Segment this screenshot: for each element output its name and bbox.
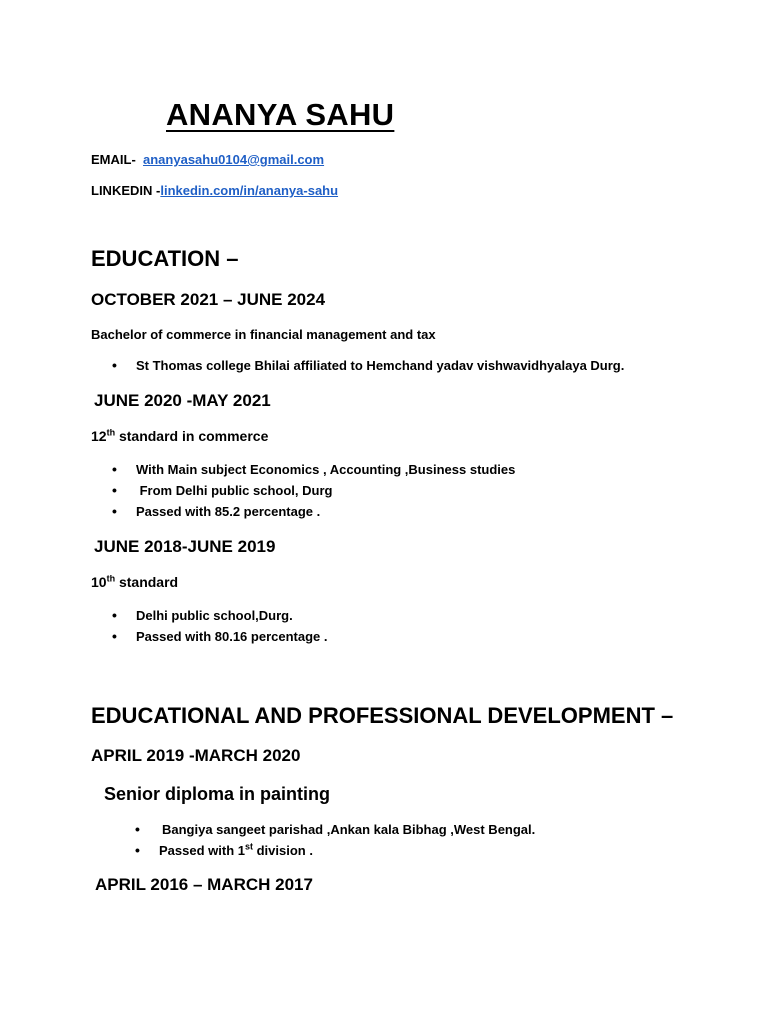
education-period-1: OCTOBER 2021 – JUNE 2024 [91, 290, 326, 309]
development-period-1: APRIL 2019 -MARCH 2020 [91, 746, 301, 765]
list-item: • From Delhi public school, Durg [136, 480, 515, 501]
list-item: • Delhi public school,Durg. [136, 605, 327, 626]
linkedin-link[interactable]: linkedin.com/in/ananya-sahu [160, 183, 339, 198]
list-item: • With Main subject Economics , Accounting ,Business studies [136, 459, 515, 480]
list-item: • Bangiya sangeet parishad ,Ankan kala Bibhag ,West Bengal. [159, 819, 535, 840]
list-item: • Passed with 1st division . [159, 840, 535, 861]
education-bullets-2 [136, 459, 515, 522]
education-period-3: JUNE 2018-JUNE 2019 [94, 537, 276, 556]
linkedin-line [91, 183, 338, 198]
email-label: EMAIL- [91, 152, 136, 167]
education-title-2: 12th standard in commerce [91, 427, 269, 444]
linkedin-label: LINKEDIN - [91, 183, 161, 198]
list-item: • Passed with 85.2 percentage . [136, 501, 515, 522]
education-title-3: 10th standard [91, 573, 179, 590]
development-heading: EDUCATIONAL AND PROFESSIONAL DEVELOPMENT – [91, 703, 674, 728]
education-bullets-1 [136, 355, 624, 376]
education-heading: EDUCATION – [91, 246, 239, 271]
candidate-name: ANANYA SAHU [166, 97, 395, 132]
education-period-2: JUNE 2020 -MAY 2021 [94, 391, 271, 410]
development-period-2: APRIL 2016 – MARCH 2017 [95, 875, 313, 894]
development-title-1: Senior diploma in painting [104, 784, 331, 804]
list-item: • St Thomas college Bhilai affiliated to Hemchand yadav vishwavidhyalaya Durg. [136, 355, 624, 376]
list-item: • Passed with 80.16 percentage . [136, 626, 327, 647]
email-line [91, 152, 324, 167]
education-title-1: Bachelor of commerce in financial management and tax [91, 327, 436, 342]
development-bullets-1 [159, 819, 535, 861]
email-link[interactable]: ananyasahu0104@gmail.com [143, 152, 325, 167]
education-bullets-3 [136, 605, 327, 647]
